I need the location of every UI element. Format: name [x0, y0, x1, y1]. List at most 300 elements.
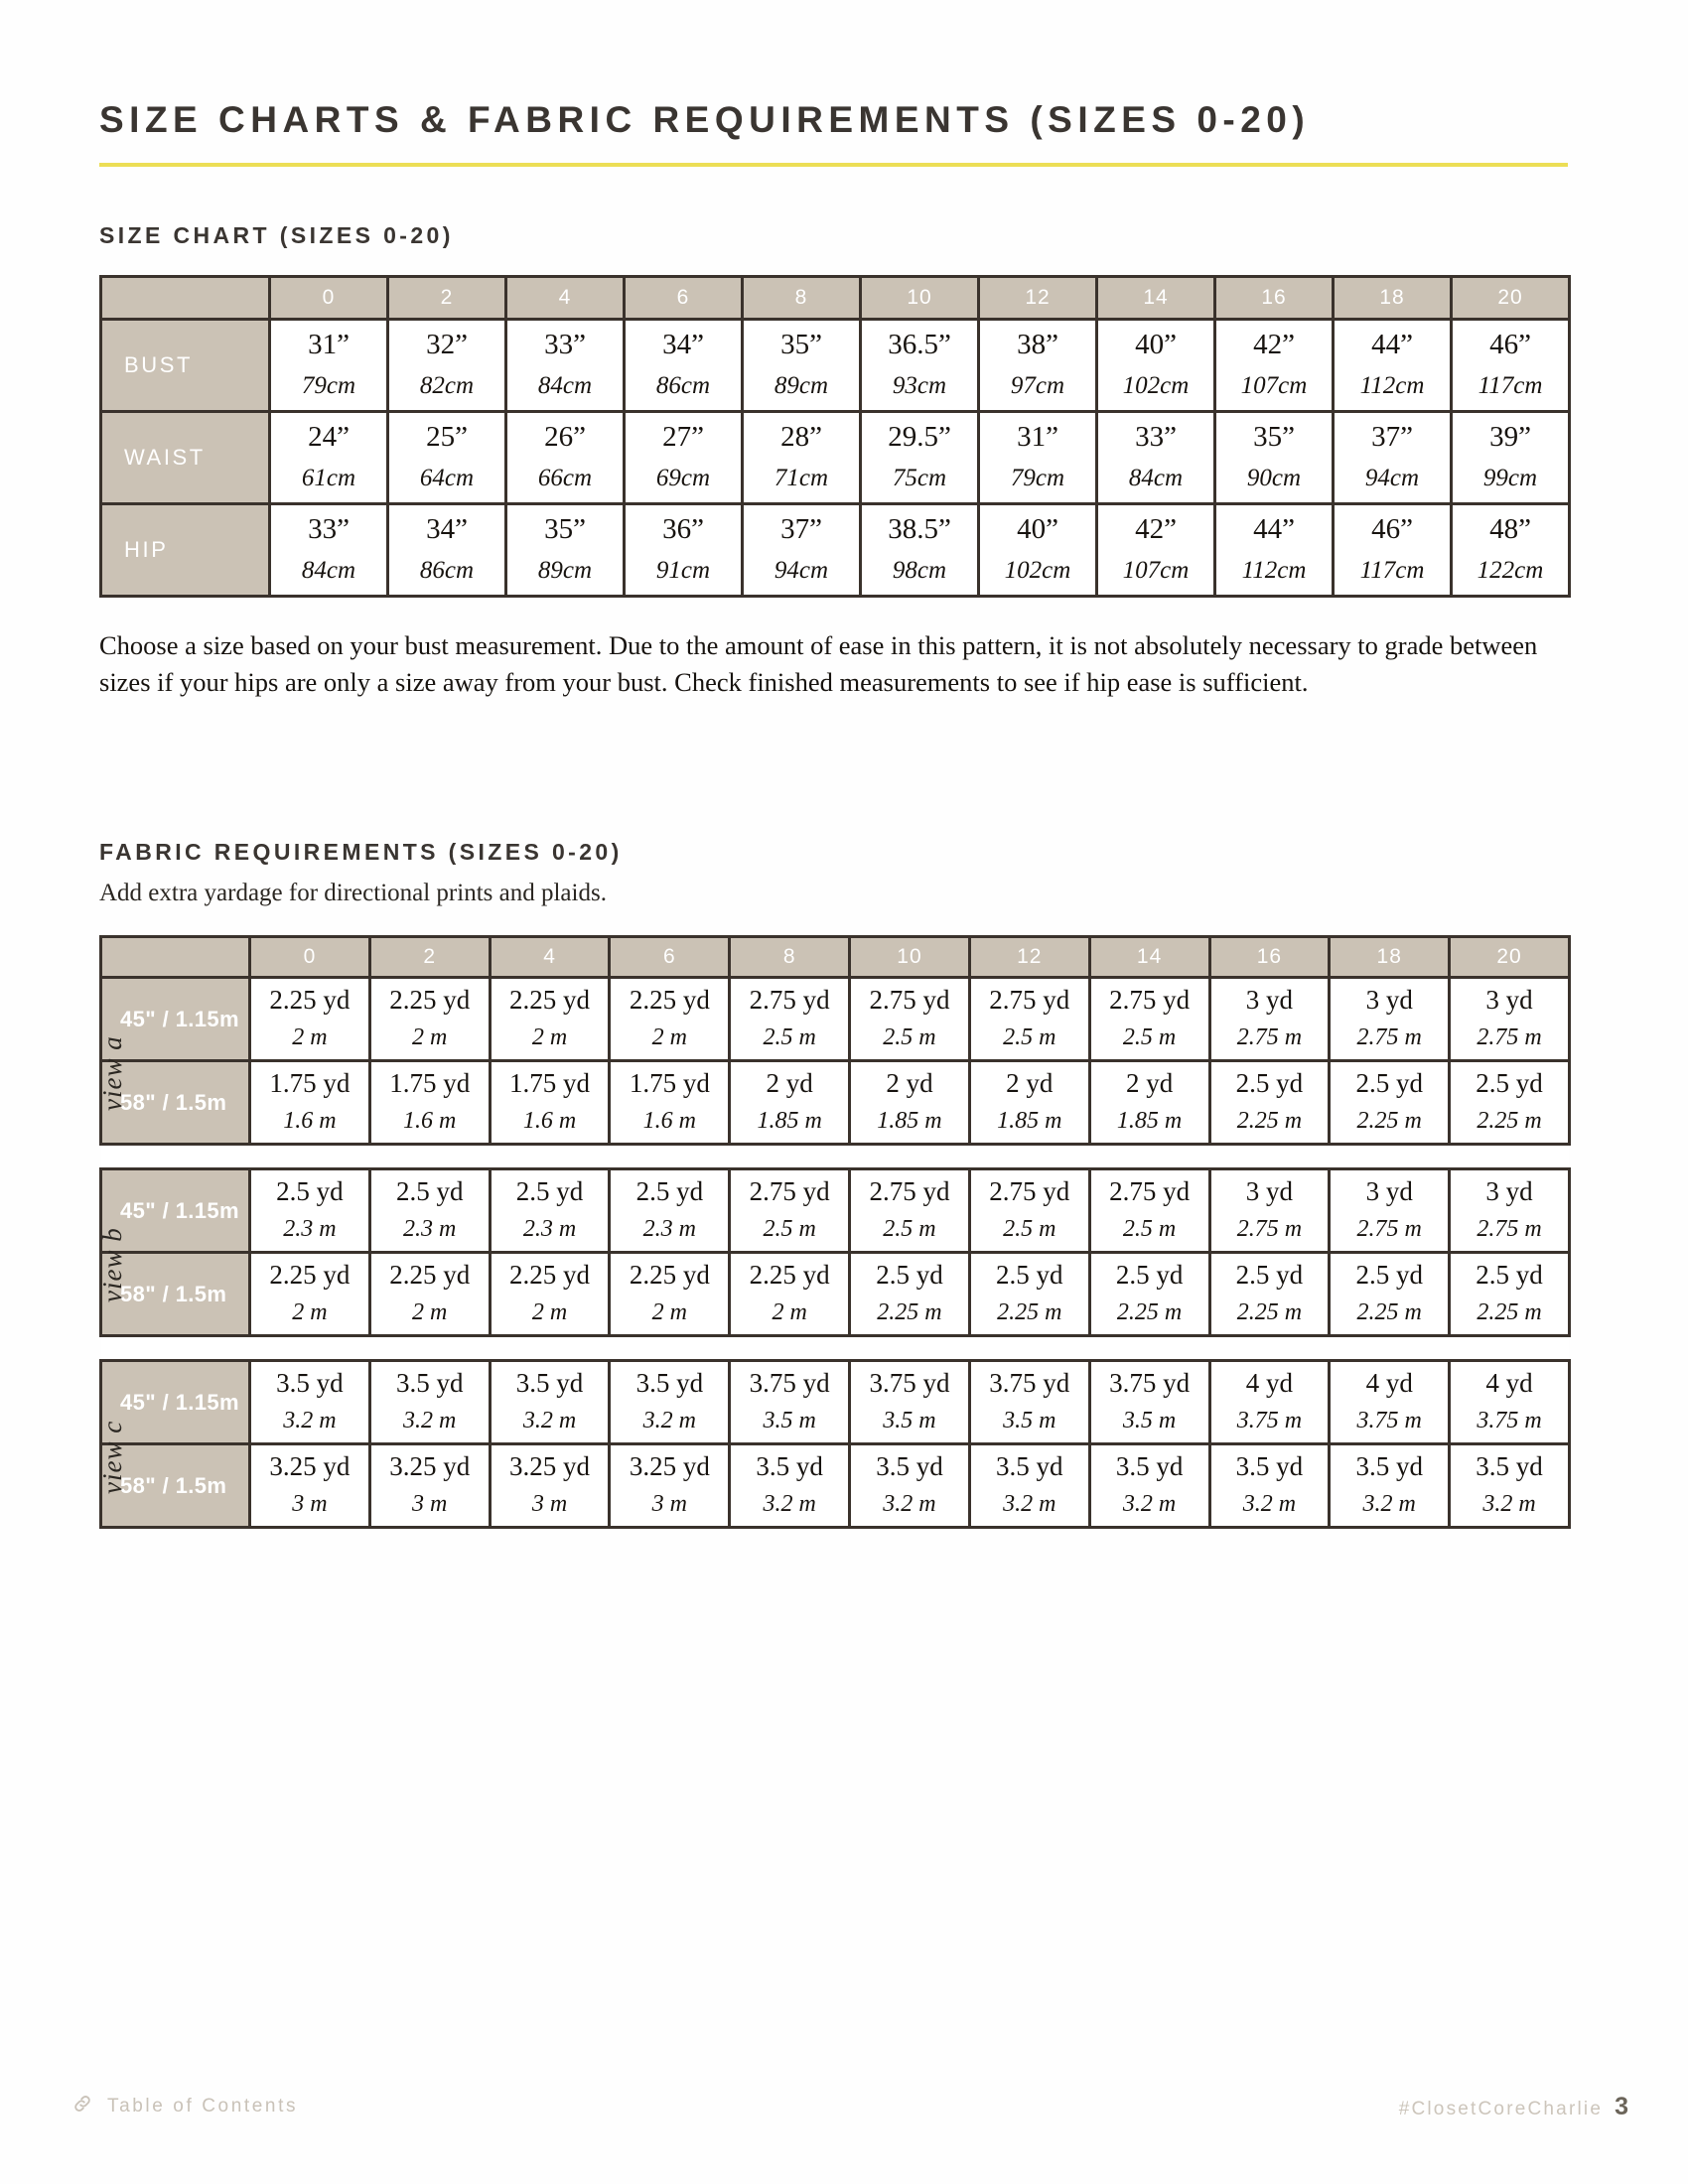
fabric-yards: 2.25 yd [629, 985, 710, 1016]
fabric-yards: 4 yd [1245, 1368, 1294, 1399]
fabric-meters: 1.85 m [877, 1108, 942, 1135]
fabric-yards: 3.75 yd [1109, 1368, 1191, 1399]
fabric-yards: 2.5 yd [1235, 1068, 1304, 1099]
fabric-amount-cell [1209, 1444, 1330, 1528]
fabric-meters: 3.2 m [283, 1408, 337, 1434]
fabric-requirements-heading: FABRIC REQUIREMENTS (SIZES 0-20) [99, 839, 623, 866]
fabric-meters: 2.75 m [1477, 1216, 1542, 1243]
page-content [99, 0, 1589, 1529]
fabric-amount-cell [369, 1444, 490, 1528]
fabric-amount-cell [1450, 1061, 1570, 1145]
fabric-meters: 3.5 m [763, 1408, 816, 1434]
fabric-yards: 4 yd [1365, 1368, 1413, 1399]
fabric-amount-cell [850, 1361, 970, 1444]
fabric-meters: 2 m [412, 1024, 448, 1051]
fabric-yards: 2.75 yd [1109, 1176, 1191, 1207]
fabric-yards: 2.5 yd [635, 1176, 704, 1207]
fabric-yards: 2.5 yd [1115, 1260, 1184, 1291]
fabric-yards: 2.5 yd [1476, 1068, 1543, 1099]
page-title: SIZE CHARTS & FABRIC REQUIREMENTS (SIZES 0-20) [99, 99, 1311, 140]
fabric-yards: 1.75 yd [509, 1068, 591, 1099]
measurement-inches: 35” [544, 513, 586, 545]
fabric-meters: 3.5 m [1122, 1408, 1177, 1434]
measurement-cm: 89cm [774, 372, 829, 399]
fabric-meters: 3.2 m [763, 1491, 816, 1518]
measurement-cm: 97cm [1010, 372, 1065, 399]
fabric-yards: 3.5 yd [756, 1451, 823, 1482]
fabric-yards: 3.25 yd [509, 1451, 591, 1482]
fabric-size-header: 4 [490, 937, 610, 978]
measurement-inches: 27” [662, 421, 704, 453]
fabric-amount-cell [250, 1361, 370, 1444]
fabric-meters: 3.2 m [883, 1491, 936, 1518]
fabric-amount-cell [1330, 1361, 1450, 1444]
measurement-inches: 48” [1489, 513, 1531, 545]
measurement-cm: 84cm [1128, 465, 1184, 491]
fabric-amount-cell [969, 978, 1089, 1061]
fabric-amount-cell [969, 1361, 1089, 1444]
fabric-meters: 3.2 m [1122, 1491, 1177, 1518]
measurement-cell [1215, 504, 1334, 597]
measurement-cell [861, 504, 979, 597]
measurement-cm: 71cm [774, 465, 829, 491]
measurement-inches: 28” [780, 421, 822, 453]
fabric-amount-cell [1089, 1361, 1209, 1444]
measurement-cell [979, 504, 1097, 597]
measurement-cell [625, 412, 743, 504]
measurement-cm: 75cm [892, 465, 947, 491]
fabric-width-label: 45" / 1.15m [101, 978, 250, 1061]
fabric-yards: 3.5 yd [276, 1368, 344, 1399]
size-chart-size-header: 4 [506, 277, 625, 320]
fabric-meters: 2 m [292, 1299, 328, 1326]
fabric-meters: 3.2 m [1362, 1491, 1416, 1518]
fabric-amount-cell [730, 978, 850, 1061]
measurement-cell [1097, 320, 1215, 412]
fabric-amount-cell [1450, 1361, 1570, 1444]
fabric-meters: 3.75 m [1356, 1408, 1422, 1434]
fabric-amount-cell [730, 1061, 850, 1145]
fabric-size-header: 10 [850, 937, 970, 978]
table-row [101, 1253, 1570, 1336]
fabric-amount-cell [730, 1444, 850, 1528]
measurement-inches: 38” [1017, 329, 1058, 360]
fabric-meters: 2.25 m [1116, 1299, 1183, 1326]
measurement-cm: 69cm [655, 465, 711, 491]
fabric-amount-cell [1450, 1253, 1570, 1336]
fabric-amount-cell [850, 978, 970, 1061]
measurement-cm: 66cm [537, 465, 593, 491]
measurement-cell [625, 320, 743, 412]
measurement-inches: 31” [308, 329, 350, 360]
fabric-width-label: 58" / 1.5m [101, 1253, 250, 1336]
measurement-cm: 107cm [1240, 372, 1308, 399]
fabric-yards: 3 yd [1245, 1176, 1294, 1207]
fabric-yards: 2.25 yd [509, 985, 591, 1016]
fabric-yards: 3.25 yd [629, 1451, 710, 1482]
measurement-inches: 44” [1253, 513, 1295, 545]
size-chart-size-header: 6 [625, 277, 743, 320]
fabric-yards: 3.5 yd [1235, 1451, 1304, 1482]
measurement-inches: 40” [1135, 329, 1177, 360]
table-of-contents-link[interactable] [71, 2093, 298, 2119]
fabric-amount-cell [1209, 1361, 1330, 1444]
fabric-amount-cell [369, 978, 490, 1061]
fabric-yards: 4 yd [1485, 1368, 1533, 1399]
fabric-amount-cell [1209, 1253, 1330, 1336]
fabric-yards: 2 yd [1125, 1068, 1174, 1099]
fabric-meters: 2.25 m [1356, 1108, 1422, 1135]
page-number: 3 [1615, 2093, 1628, 2120]
fabric-yards: 3 yd [1365, 1176, 1413, 1207]
measurement-cm: 112cm [1359, 372, 1425, 399]
measurement-cm: 94cm [774, 557, 829, 584]
size-chart-size-header: 16 [1215, 277, 1334, 320]
fabric-yards: 3.5 yd [1355, 1451, 1423, 1482]
fabric-yards: 2.25 yd [389, 1260, 471, 1291]
fabric-amount-cell [490, 1361, 610, 1444]
measurement-inches: 36.5” [888, 329, 951, 360]
size-chart-note: Choose a size based on your bust measurement. Due to the amount of ease in this pattern, it is not absolutely necessary to grade between sizes if your hips are only a size away from your bust. Check finished measurements to see if hip ease is sufficient. [99, 630, 1538, 697]
fabric-meters: 2.3 m [522, 1216, 577, 1243]
table-row [101, 978, 1570, 1061]
fabric-meters: 2.3 m [403, 1216, 457, 1243]
fabric-yards: 3 yd [1245, 985, 1294, 1016]
fabric-meters: 1.6 m [522, 1108, 577, 1135]
size-chart-size-header: 8 [743, 277, 861, 320]
fabric-size-header: 6 [610, 937, 730, 978]
fabric-meters: 3.2 m [403, 1408, 457, 1434]
fabric-width-label: 45" / 1.15m [101, 1361, 250, 1444]
measurement-cell [625, 504, 743, 597]
measurement-cm: 84cm [301, 557, 356, 584]
fabric-amount-cell [610, 1253, 730, 1336]
fabric-yards: 2.5 yd [1235, 1260, 1304, 1291]
fabric-meters: 3 m [651, 1491, 688, 1518]
measurement-inches: 46” [1371, 513, 1413, 545]
measurement-inches: 40” [1017, 513, 1058, 545]
fabric-meters: 2.5 m [1003, 1216, 1056, 1243]
fabric-amount-cell [1450, 1444, 1570, 1528]
page-footer [60, 2093, 1628, 2132]
fabric-meters: 1.85 m [997, 1108, 1062, 1135]
fabric-size-header: 2 [369, 937, 490, 978]
fabric-meters: 3.2 m [1482, 1491, 1536, 1518]
measurement-cm: 94cm [1364, 465, 1420, 491]
fabric-amount-cell [1330, 978, 1450, 1061]
measurement-cell [388, 320, 506, 412]
fabric-amount-cell [730, 1169, 850, 1253]
fabric-amount-cell [1330, 1061, 1450, 1145]
table-row [101, 1444, 1570, 1528]
measurement-inches: 37” [1371, 421, 1413, 453]
fabric-amount-cell [1209, 1169, 1330, 1253]
measurement-cm: 64cm [419, 465, 475, 491]
fabric-amount-cell [1089, 1444, 1209, 1528]
fabric-requirements-table [99, 935, 1571, 1529]
measurement-inches: 46” [1489, 329, 1531, 360]
fabric-width-label: 58" / 1.5m [101, 1444, 250, 1528]
fabric-size-header: 12 [969, 937, 1089, 978]
fabric-amount-cell [490, 1061, 610, 1145]
fabric-yards: 2.25 yd [509, 1260, 591, 1291]
measurement-cm: 61cm [301, 465, 356, 491]
fabric-yards: 3.5 yd [1115, 1451, 1184, 1482]
fabric-amount-cell [850, 1169, 970, 1253]
fabric-meters: 2.25 m [1477, 1108, 1542, 1135]
fabric-yards: 3.75 yd [749, 1368, 830, 1399]
measurement-cell [743, 320, 861, 412]
measurement-cell [743, 412, 861, 504]
measurement-inches: 29.5” [888, 421, 951, 453]
fabric-amount-cell [490, 1169, 610, 1253]
measurement-cell [1334, 504, 1452, 597]
measurement-inches: 35” [780, 329, 822, 360]
fabric-meters: 1.85 m [1116, 1108, 1183, 1135]
fabric-meters: 2.25 m [1356, 1299, 1422, 1326]
table-row [101, 320, 1570, 412]
fabric-amount-cell [1330, 1444, 1450, 1528]
measurement-cell [1334, 412, 1452, 504]
fabric-amount-cell [1450, 1169, 1570, 1253]
measurement-cell [1452, 504, 1570, 597]
measurement-cell [270, 320, 388, 412]
fabric-yards: 2.75 yd [749, 985, 830, 1016]
table-row [101, 1169, 1570, 1253]
fabric-amount-cell [250, 978, 370, 1061]
fabric-header-row [101, 937, 1570, 978]
fabric-amount-cell [1209, 978, 1330, 1061]
fabric-yards: 2.5 yd [395, 1176, 464, 1207]
fabric-amount-cell [969, 1169, 1089, 1253]
fabric-yards: 2 yd [886, 1068, 933, 1099]
fabric-yards: 3.5 yd [635, 1368, 704, 1399]
fabric-meters: 2 m [651, 1024, 688, 1051]
fabric-size-header: 16 [1209, 937, 1330, 978]
measurement-cm: 89cm [537, 557, 593, 584]
measurement-cell [1334, 320, 1452, 412]
fabric-amount-cell [730, 1253, 850, 1336]
fabric-meters: 2.5 m [763, 1024, 816, 1051]
measurement-cell [979, 412, 1097, 504]
fabric-meters: 2.3 m [642, 1216, 697, 1243]
measurement-inches: 38.5” [888, 513, 951, 545]
fabric-yards: 2.25 yd [629, 1260, 710, 1291]
table-row [101, 1361, 1570, 1444]
fabric-meters: 3.2 m [642, 1408, 697, 1434]
fabric-amount-cell [969, 1061, 1089, 1145]
fabric-meters: 2.25 m [1477, 1299, 1542, 1326]
fabric-yards: 2.25 yd [269, 1260, 351, 1291]
fabric-amount-cell [1089, 978, 1209, 1061]
fabric-amount-cell [610, 1444, 730, 1528]
fabric-amount-cell [1089, 1169, 1209, 1253]
fabric-meters: 2.5 m [1003, 1024, 1056, 1051]
size-chart-size-header: 20 [1452, 277, 1570, 320]
measurement-cell [1215, 320, 1334, 412]
fabric-amount-cell [610, 1061, 730, 1145]
fabric-amount-cell [1089, 1061, 1209, 1145]
fabric-amount-cell [369, 1061, 490, 1145]
fabric-yards: 2.5 yd [515, 1176, 584, 1207]
size-chart-size-header: 18 [1334, 277, 1452, 320]
measurement-cell [506, 320, 625, 412]
measurement-inches: 33” [544, 329, 586, 360]
fabric-yards: 2.75 yd [989, 985, 1070, 1016]
measurement-cm: 86cm [419, 557, 475, 584]
fabric-meters: 2 m [292, 1024, 328, 1051]
fabric-amount-cell [969, 1253, 1089, 1336]
measurement-inches: 37” [780, 513, 822, 545]
fabric-size-header: 14 [1089, 937, 1209, 978]
size-chart-size-header: 2 [388, 277, 506, 320]
size-chart-size-header: 0 [270, 277, 388, 320]
measurement-cm: 79cm [1010, 465, 1065, 491]
fabric-meters: 3.5 m [883, 1408, 936, 1434]
fabric-yards: 3.5 yd [395, 1368, 464, 1399]
link-icon [71, 2093, 93, 2119]
measurement-row-label: BUST [101, 320, 270, 412]
measurement-cm: 84cm [537, 372, 593, 399]
fabric-meters: 2.75 m [1356, 1216, 1422, 1243]
fabric-amount-cell [1089, 1253, 1209, 1336]
measurement-inches: 35” [1253, 421, 1295, 453]
measurement-cm: 99cm [1482, 465, 1538, 491]
measurement-cm: 107cm [1122, 557, 1190, 584]
fabric-yards: 3.75 yd [989, 1368, 1070, 1399]
measurement-cell [743, 504, 861, 597]
fabric-yards: 3.75 yd [869, 1368, 950, 1399]
measurement-inches: 34” [662, 329, 704, 360]
fabric-amount-cell [250, 1444, 370, 1528]
fabric-meters: 2.5 m [1122, 1216, 1177, 1243]
size-chart-size-header: 14 [1097, 277, 1215, 320]
fabric-amount-cell [610, 978, 730, 1061]
fabric-yards: 2.5 yd [876, 1260, 943, 1291]
fabric-size-header: 0 [250, 937, 370, 978]
measurement-inches: 24” [308, 421, 350, 453]
fabric-amount-cell [850, 1061, 970, 1145]
measurement-cell [1452, 320, 1570, 412]
measurement-row-label: WAIST [101, 412, 270, 504]
fabric-meters: 2.75 m [1477, 1024, 1542, 1051]
fabric-table-wrap [99, 935, 1589, 1529]
fabric-meters: 2 m [531, 1024, 568, 1051]
fabric-yards: 2.5 yd [1355, 1068, 1423, 1099]
fabric-amount-cell [250, 1169, 370, 1253]
fabric-meters: 2.25 m [877, 1299, 942, 1326]
fabric-yards: 2.75 yd [869, 985, 950, 1016]
measurement-cell [270, 504, 388, 597]
fabric-meters: 3.75 m [1477, 1408, 1542, 1434]
fabric-yards: 3.5 yd [1476, 1451, 1543, 1482]
fabric-width-label: 45" / 1.15m [101, 1169, 250, 1253]
size-chart-size-header: 10 [861, 277, 979, 320]
measurement-cm: 93cm [892, 372, 947, 399]
fabric-corner-cell [101, 937, 250, 978]
fabric-amount-cell [1330, 1169, 1450, 1253]
measurement-cm: 117cm [1359, 557, 1425, 584]
fabric-meters: 2.5 m [1122, 1024, 1177, 1051]
fabric-amount-cell [250, 1253, 370, 1336]
measurement-cm: 102cm [1122, 372, 1190, 399]
fabric-amount-cell [1330, 1253, 1450, 1336]
measurement-inches: 42” [1253, 329, 1295, 360]
fabric-meters: 2 m [651, 1299, 688, 1326]
table-row [101, 1061, 1570, 1145]
measurement-cm: 86cm [655, 372, 711, 399]
fabric-meters: 2 m [531, 1299, 568, 1326]
fabric-yards: 1.75 yd [389, 1068, 471, 1099]
measurement-inches: 39” [1489, 421, 1531, 453]
fabric-size-header: 20 [1450, 937, 1570, 978]
fabric-yards: 3.5 yd [996, 1451, 1063, 1482]
fabric-meters: 2.3 m [283, 1216, 337, 1243]
measurement-cm: 79cm [301, 372, 356, 399]
fabric-requirements-note: Add extra yardage for directional prints and plaids. [99, 880, 607, 907]
measurement-cell [1215, 412, 1334, 504]
size-chart-size-header: 12 [979, 277, 1097, 320]
fabric-amount-cell [969, 1444, 1089, 1528]
fabric-amount-cell [1209, 1061, 1330, 1145]
fabric-yards: 2.5 yd [996, 1260, 1063, 1291]
size-chart-header-row [101, 277, 1570, 320]
fabric-meters: 2.75 m [1236, 1216, 1303, 1243]
measurement-row-label: HIP [101, 504, 270, 597]
footer-right-group [1399, 2093, 1628, 2121]
fabric-meters: 3.5 m [1003, 1408, 1056, 1434]
fabric-yards: 2.5 yd [276, 1176, 344, 1207]
measurement-cm: 122cm [1477, 557, 1544, 584]
measurement-cell [1452, 412, 1570, 504]
measurement-cm: 90cm [1246, 465, 1302, 491]
fabric-yards: 3 yd [1485, 1176, 1533, 1207]
fabric-meters: 2.5 m [883, 1024, 936, 1051]
view-group-spacer [101, 1336, 1570, 1361]
fabric-amount-cell [730, 1361, 850, 1444]
footer-hashtag: #ClosetCoreCharlie [1398, 2099, 1604, 2119]
fabric-yards: 2.25 yd [749, 1260, 830, 1291]
fabric-meters: 2.5 m [883, 1216, 936, 1243]
view-group-label: view c [97, 1420, 127, 1494]
fabric-yards: 2.75 yd [749, 1176, 830, 1207]
view-group-label: view a [97, 1034, 127, 1111]
fabric-amount-cell [250, 1061, 370, 1145]
fabric-meters: 2.25 m [997, 1299, 1062, 1326]
fabric-width-label: 58" / 1.5m [101, 1061, 250, 1145]
measurement-cell [270, 412, 388, 504]
measurement-inches: 36” [662, 513, 704, 545]
fabric-amount-cell [1450, 978, 1570, 1061]
fabric-yards: 2.25 yd [269, 985, 351, 1016]
fabric-meters: 3 m [531, 1491, 568, 1518]
measurement-cell [861, 320, 979, 412]
size-chart-corner-cell [101, 277, 270, 320]
fabric-yards: 3 yd [1365, 985, 1413, 1016]
fabric-meters: 2.75 m [1356, 1024, 1422, 1051]
measurement-inches: 31” [1017, 421, 1058, 453]
fabric-amount-cell [850, 1444, 970, 1528]
table-row [101, 412, 1570, 504]
view-group-spacer [101, 1145, 1570, 1169]
fabric-meters: 2.5 m [763, 1216, 816, 1243]
fabric-yards: 3.5 yd [876, 1451, 943, 1482]
fabric-meters: 2.75 m [1236, 1024, 1303, 1051]
fabric-yards: 2.5 yd [1355, 1260, 1423, 1291]
fabric-amount-cell [490, 1444, 610, 1528]
measurement-cell [979, 320, 1097, 412]
fabric-amount-cell [490, 1253, 610, 1336]
